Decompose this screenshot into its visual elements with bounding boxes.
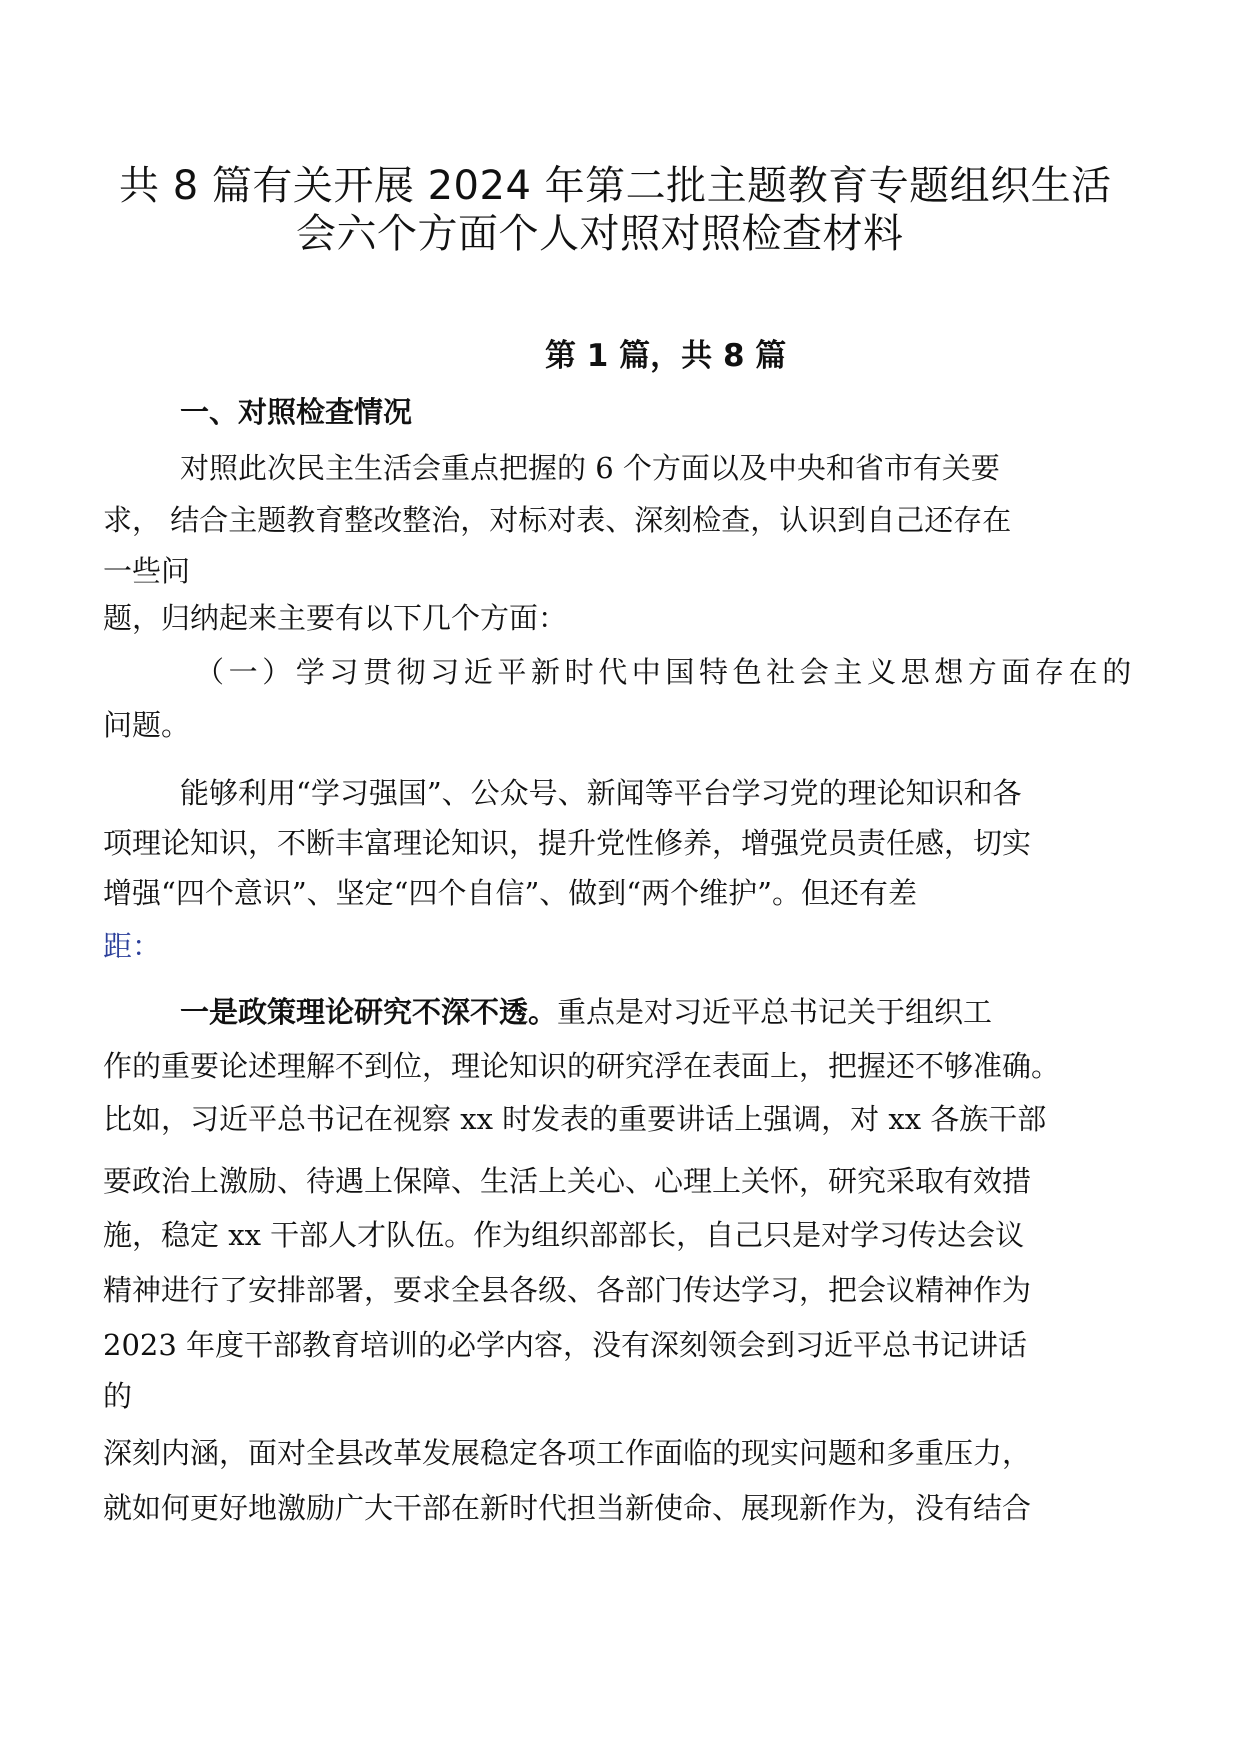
paragraph-line: 求， 结合主题教育整改整治，对标对表、深刻检查，认识到自己还存在 (103, 503, 1012, 537)
paragraph-line: 能够利用“学习强国”、公众号、新闻等平台学习党的理论知识和各 (180, 776, 1022, 810)
paragraph-line: 要政治上激励、待遇上保障、生活上关心、心理上关怀，研究采取有效措 (103, 1164, 1032, 1198)
section-heading: 一、对照检查情况 (180, 395, 413, 429)
part-heading: 第 1 篇，共 8 篇 (545, 338, 787, 374)
paragraph-line: 就如何更好地激励广大干部在新时代担当新使命、展现新作为，没有结合 (103, 1491, 1032, 1525)
paragraph-line: 2023 年度干部教育培训的必学内容，没有深刻领会到习近平总书记讲话 (103, 1328, 1028, 1362)
paragraph-line: 施，稳定 xx 干部人才队伍。作为组织部部长，自己只是对学习传达会议 (103, 1218, 1025, 1252)
paragraph-line: 对照此次民主生活会重点把握的 6 个方面以及中央和省市有关要 (180, 451, 1000, 485)
paragraph-line: 一些问 (103, 554, 191, 588)
paragraph-line: 增强“四个意识”、坚定“四个自信”、做到“两个维护”。但还有差 (103, 876, 917, 910)
subheading-line: （一）学习贯彻习近平新时代中国特色社会主义思想方面存在的 (195, 655, 1136, 689)
paragraph-line: 精神进行了安排部署，要求全县各级、各部门传达学习，把会议精神作为 (103, 1273, 1032, 1307)
paragraph-line-first (180, 992, 992, 1032)
emphasis-lead: 一是政策理论研究不深不透。 (180, 995, 558, 1029)
paragraph-line: 项理论知识，不断丰富理论知识，提升党性修养，增强党员责任感，切实 (103, 826, 1032, 860)
paragraph-line: 深刻内涵，面对全县改革发展稳定各项工作面临的现实问题和多重压力， (103, 1436, 1032, 1470)
paragraph-line: 比如，习近平总书记在视察 xx 时发表的重要讲话上强调，对 xx 各族干部 (103, 1102, 1047, 1136)
document-title-line-1: 共 8 篇有关开展 2024 年第二批主题教育专题组织生活 (119, 163, 1112, 209)
document-title-line-2: 会六个方面个人对照对照检查材料 (296, 211, 904, 257)
paragraph-line: 距： (103, 929, 162, 963)
paragraph-line: 作的重要论述理解不到位，理论知识的研究浮在表面上，把握还不够准确。 (103, 1049, 1061, 1083)
paragraph-line: 题，归纳起来主要有以下几个方面： (103, 601, 568, 635)
paragraph-line: 的 (103, 1379, 133, 1413)
paragraph-text: 重点是对习近平总书记关于组织工 (557, 995, 993, 1029)
subheading-line: 问题。 (103, 708, 191, 742)
